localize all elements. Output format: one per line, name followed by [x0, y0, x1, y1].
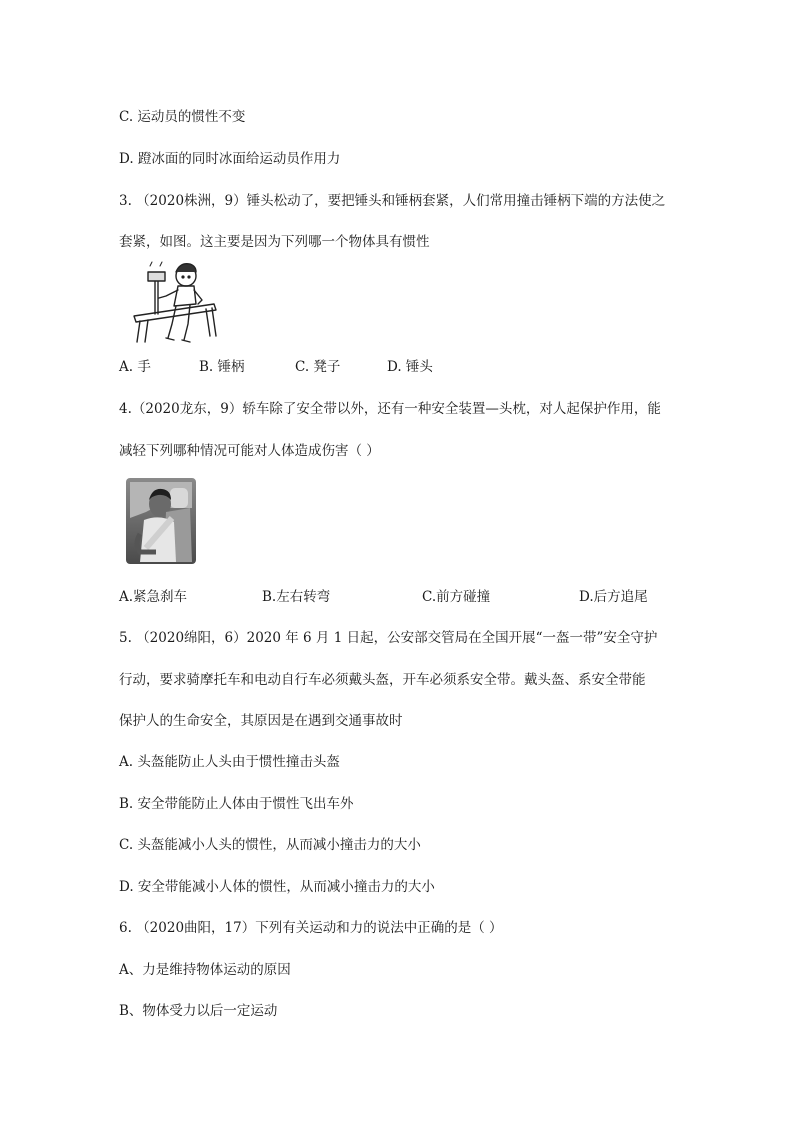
- q6-option-a: A、力是维持物体运动的原因: [119, 962, 291, 978]
- question-5-line-3: 保护人的生命安全，其原因是在遇到交通事故时: [119, 713, 403, 729]
- q6-option-b: B、物体受力以后一定运动: [119, 1003, 278, 1019]
- option-c-q2: C. 运动员的惯性不变: [119, 109, 246, 125]
- q3-option-c: C. 凳子: [295, 359, 341, 375]
- q5-option-c: C. 头盔能减小人头的惯性，从而减小撞击力的大小: [119, 837, 421, 853]
- question-3-line-2: 套紧，如图。这主要是因为下列哪一个物体具有惯性: [119, 234, 430, 250]
- q3-option-a: A. 手: [119, 359, 151, 375]
- q4-option-a: A.紧急刹车: [119, 589, 188, 605]
- question-4-line-1: 4.（2020龙东，9）轿车除了安全带以外，还有一种安全装置—头枕，对人起保护作用，能: [119, 401, 661, 417]
- question-3-options: [119, 358, 679, 376]
- option-d-q2: D. 蹬冰面的同时冰面给运动员作用力: [119, 151, 341, 167]
- q5-option-a: A. 头盔能防止人头由于惯性撞击头盔: [119, 754, 340, 770]
- q4-option-c: C.前方碰撞: [422, 589, 491, 605]
- q3-option-b: B. 锤柄: [199, 359, 245, 375]
- question-5-line-2: 行动，要求骑摩托车和电动自行车必须戴头盔，开车必须系安全带。戴头盔、系安全带能: [119, 672, 646, 688]
- question-4-line-2: 减轻下列哪种情况可能对人体造成伤害（ ）: [119, 443, 380, 459]
- question-4-options: [119, 588, 679, 606]
- question-6-line-1: 6. （2020曲阳，17）下列有关运动和力的说法中正确的是（ ）: [119, 920, 503, 936]
- hammer-boy-figure: [128, 258, 220, 346]
- question-3-line-1: 3. （2020株洲，9）锤头松动了，要把锤头和锤柄套紧，人们常用撞击锤柄下端的方法使之: [119, 193, 666, 209]
- q3-option-d: D. 锤头: [387, 359, 433, 375]
- q4-option-d: D.后方追尾: [579, 589, 648, 605]
- q5-option-d: D. 安全带能减小人体的惯性，从而减小撞击力的大小: [119, 879, 435, 895]
- headrest-photo: [126, 478, 196, 564]
- q5-option-b: B. 安全带能防止人体由于惯性飞出车外: [119, 796, 354, 812]
- question-5-line-1: 5. （2020绵阳，6）2020 年 6 月 1 日起，公安部交管局在全国开展“一盔一带”安全守护: [119, 630, 658, 646]
- q4-option-b: B.左右转弯: [262, 589, 331, 605]
